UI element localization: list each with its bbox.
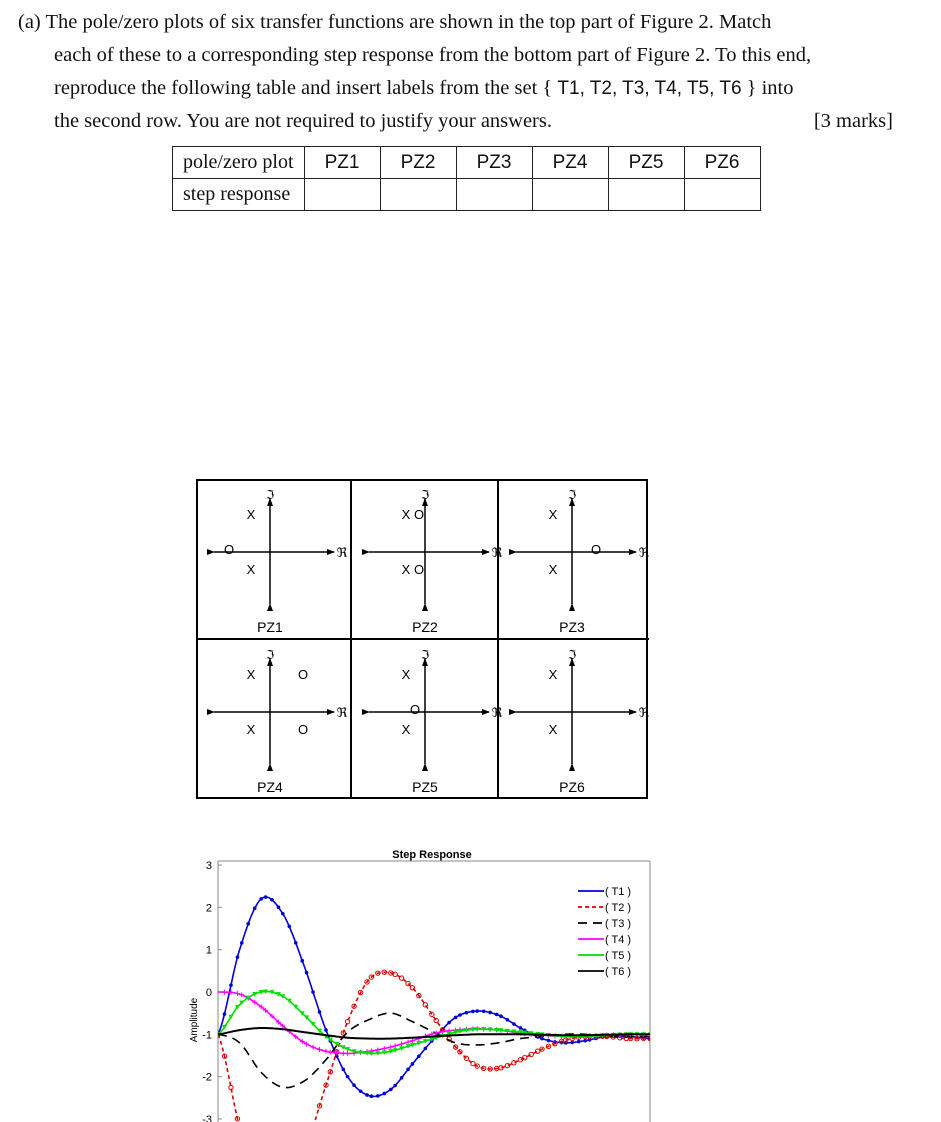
series-line — [218, 992, 650, 1053]
data-point — [583, 1039, 587, 1043]
data-point — [465, 1011, 469, 1015]
chart-title: Step Response — [392, 849, 472, 861]
im-axis-label: ℑ — [567, 488, 577, 502]
data-point — [547, 1039, 551, 1043]
im-axis-label: ℑ — [420, 648, 430, 662]
data-point — [423, 1003, 427, 1007]
data-point — [270, 898, 274, 902]
data-point — [318, 1010, 322, 1014]
data-point — [311, 1045, 316, 1050]
legend-label: ( T3 ) — [605, 918, 632, 930]
question-line-4 — [18, 105, 898, 138]
data-point — [417, 1054, 421, 1058]
series-2 — [216, 970, 652, 1122]
data-point — [406, 1068, 410, 1072]
data-point — [216, 990, 221, 995]
zero-marker: O — [413, 562, 425, 577]
data-point — [253, 906, 257, 910]
pole-zero-figure — [196, 479, 650, 801]
pz-label: PZ6 — [559, 779, 585, 795]
data-point — [512, 1022, 516, 1026]
y-tick-label: 2 — [205, 902, 212, 915]
zero-marker: O — [297, 722, 309, 737]
row-header-step: step response — [173, 179, 305, 211]
data-point — [229, 983, 233, 987]
marks-label: [3 marks] — [813, 110, 893, 132]
data-point — [400, 1076, 404, 1080]
row-header-pz: pole/zero plot — [173, 147, 305, 179]
data-point — [471, 1010, 475, 1014]
answer-cell-4[interactable] — [532, 179, 608, 211]
pole-marker: X — [246, 667, 256, 682]
table-row-pz — [173, 147, 761, 179]
legend — [576, 883, 636, 979]
col-pz1: PZ1 — [304, 147, 380, 179]
data-point — [499, 1014, 503, 1018]
data-point — [454, 1016, 458, 1020]
data-point — [482, 1009, 486, 1013]
answer-cell-3[interactable] — [456, 179, 532, 211]
data-point — [324, 1028, 328, 1032]
matching-table — [172, 146, 761, 211]
data-point — [399, 976, 403, 980]
pole-marker: X — [548, 722, 558, 737]
series-5 — [216, 990, 653, 1056]
data-point — [434, 1018, 438, 1022]
y-tick-label: -1 — [202, 1029, 212, 1042]
pole-marker: X — [401, 722, 411, 737]
pole-marker: X — [246, 722, 256, 737]
data-point — [424, 1047, 428, 1051]
data-point — [570, 1041, 574, 1045]
data-point — [389, 1088, 393, 1092]
legend-label: ( T6 ) — [605, 966, 632, 978]
y-tick-label: 1 — [205, 944, 212, 957]
re-axis-label: ℜ — [638, 545, 650, 560]
data-point — [406, 1040, 411, 1045]
data-point — [475, 1009, 479, 1013]
answer-cell-1[interactable] — [304, 179, 380, 211]
data-point — [317, 1047, 322, 1052]
data-point — [239, 992, 244, 997]
data-point — [447, 1021, 451, 1025]
legend-label: ( T2 ) — [605, 902, 632, 914]
data-point — [352, 1083, 356, 1087]
data-point — [346, 1075, 350, 1079]
question-line-2: each of these to a corresponding step response from the bottom part of Figure 2. To this end, — [54, 44, 812, 66]
pole-marker: X — [548, 562, 558, 577]
table-row-step — [173, 179, 761, 211]
answer-cell-5[interactable] — [608, 179, 684, 211]
data-point — [240, 941, 244, 945]
data-point — [365, 1093, 369, 1097]
re-axis-label: ℜ — [491, 705, 503, 720]
pz-label: PZ2 — [412, 619, 438, 635]
zero-marker: O — [413, 507, 425, 522]
data-point — [506, 1018, 510, 1022]
data-point — [376, 1094, 380, 1098]
line4-text: the second row. You are not required to justify your answers. — [54, 110, 552, 132]
y-tick-label: -3 — [202, 1114, 212, 1122]
data-point — [277, 905, 281, 909]
pole-marker: X — [401, 667, 411, 682]
re-axis-label: ℜ — [336, 705, 348, 720]
data-point — [458, 1013, 462, 1017]
pz-label: PZ5 — [412, 779, 438, 795]
pole-marker: X — [548, 667, 558, 682]
question-line-1: (a) The pole/zero plots of six transfer functions are shown in the top part of Figure 2. Match — [18, 11, 772, 33]
series-4 — [216, 990, 653, 1056]
col-pz5: PZ5 — [608, 147, 684, 179]
data-point — [471, 1061, 475, 1065]
data-point — [382, 1046, 387, 1051]
line3-pre: reproduce the following table and insert labels from the set { — [54, 77, 553, 99]
data-point — [264, 895, 268, 899]
data-point — [519, 1026, 523, 1030]
legend-label: ( T4 ) — [605, 934, 632, 946]
data-point — [300, 959, 304, 963]
data-point — [281, 912, 285, 916]
pz-label: PZ1 — [257, 619, 283, 635]
pole-marker: X — [401, 507, 411, 522]
data-point — [235, 991, 240, 996]
re-axis-label: ℜ — [638, 705, 650, 720]
pz-label: PZ3 — [559, 619, 585, 635]
data-point — [359, 1089, 363, 1093]
data-point — [328, 1050, 333, 1055]
data-point — [393, 1043, 398, 1048]
data-point — [305, 971, 309, 975]
im-axis-label: ℑ — [265, 648, 275, 662]
im-axis-label: ℑ — [265, 488, 275, 502]
data-point — [383, 1092, 387, 1096]
y-ticks — [202, 860, 222, 1122]
data-point — [222, 990, 227, 995]
y-tick-label: 0 — [205, 987, 212, 999]
question-line-3 — [18, 72, 898, 105]
col-pz6: PZ6 — [684, 147, 760, 179]
y-tick-label: 3 — [205, 860, 212, 872]
data-point — [370, 1094, 374, 1098]
col-pz4: PZ4 — [532, 147, 608, 179]
answer-cell-2[interactable] — [380, 179, 456, 211]
re-axis-label: ℜ — [336, 545, 348, 560]
col-pz3: PZ3 — [456, 147, 532, 179]
data-point — [410, 1038, 415, 1043]
data-point — [246, 922, 250, 926]
data-point — [223, 1012, 227, 1016]
data-point — [495, 1013, 499, 1017]
data-point — [236, 955, 240, 959]
data-point — [488, 1011, 492, 1015]
im-axis-label: ℑ — [420, 488, 430, 502]
y-tick-label: -2 — [202, 1071, 212, 1084]
question-text — [18, 6, 898, 138]
zero-marker: O — [409, 702, 421, 717]
label-set: T1, T2, T3, T4, T5, T6 — [557, 78, 742, 99]
data-point — [287, 925, 291, 929]
pz-label: PZ4 — [257, 779, 283, 795]
data-point — [259, 897, 263, 901]
data-point — [294, 941, 298, 945]
data-point — [341, 1068, 345, 1072]
zero-marker: O — [590, 542, 602, 557]
legend-label: ( T1 ) — [605, 886, 632, 898]
data-point — [399, 1042, 404, 1047]
line3-post: } into — [746, 77, 794, 99]
pole-marker: X — [548, 507, 558, 522]
data-point — [324, 1049, 329, 1054]
answer-cell-6[interactable] — [684, 179, 760, 211]
data-point — [577, 1040, 581, 1044]
data-point — [406, 981, 410, 985]
zero-marker: O — [297, 667, 309, 682]
series-line — [218, 992, 650, 1054]
legend-label: ( T5 ) — [605, 950, 632, 962]
y-axis-label: Amplitude — [189, 997, 200, 1043]
pole-marker: X — [246, 562, 256, 577]
re-axis-label: ℜ — [491, 545, 503, 560]
step-response-chart — [180, 845, 670, 1122]
pole-marker: X — [246, 507, 256, 522]
data-point — [410, 986, 414, 990]
data-point — [388, 1045, 393, 1050]
data-point — [393, 1084, 397, 1088]
im-axis-label: ℑ — [567, 648, 577, 662]
zero-marker: O — [223, 542, 235, 557]
pole-marker: X — [401, 562, 411, 577]
data-point — [341, 1051, 346, 1056]
col-pz2: PZ2 — [380, 147, 456, 179]
data-point — [411, 1062, 415, 1066]
data-point — [311, 990, 315, 994]
